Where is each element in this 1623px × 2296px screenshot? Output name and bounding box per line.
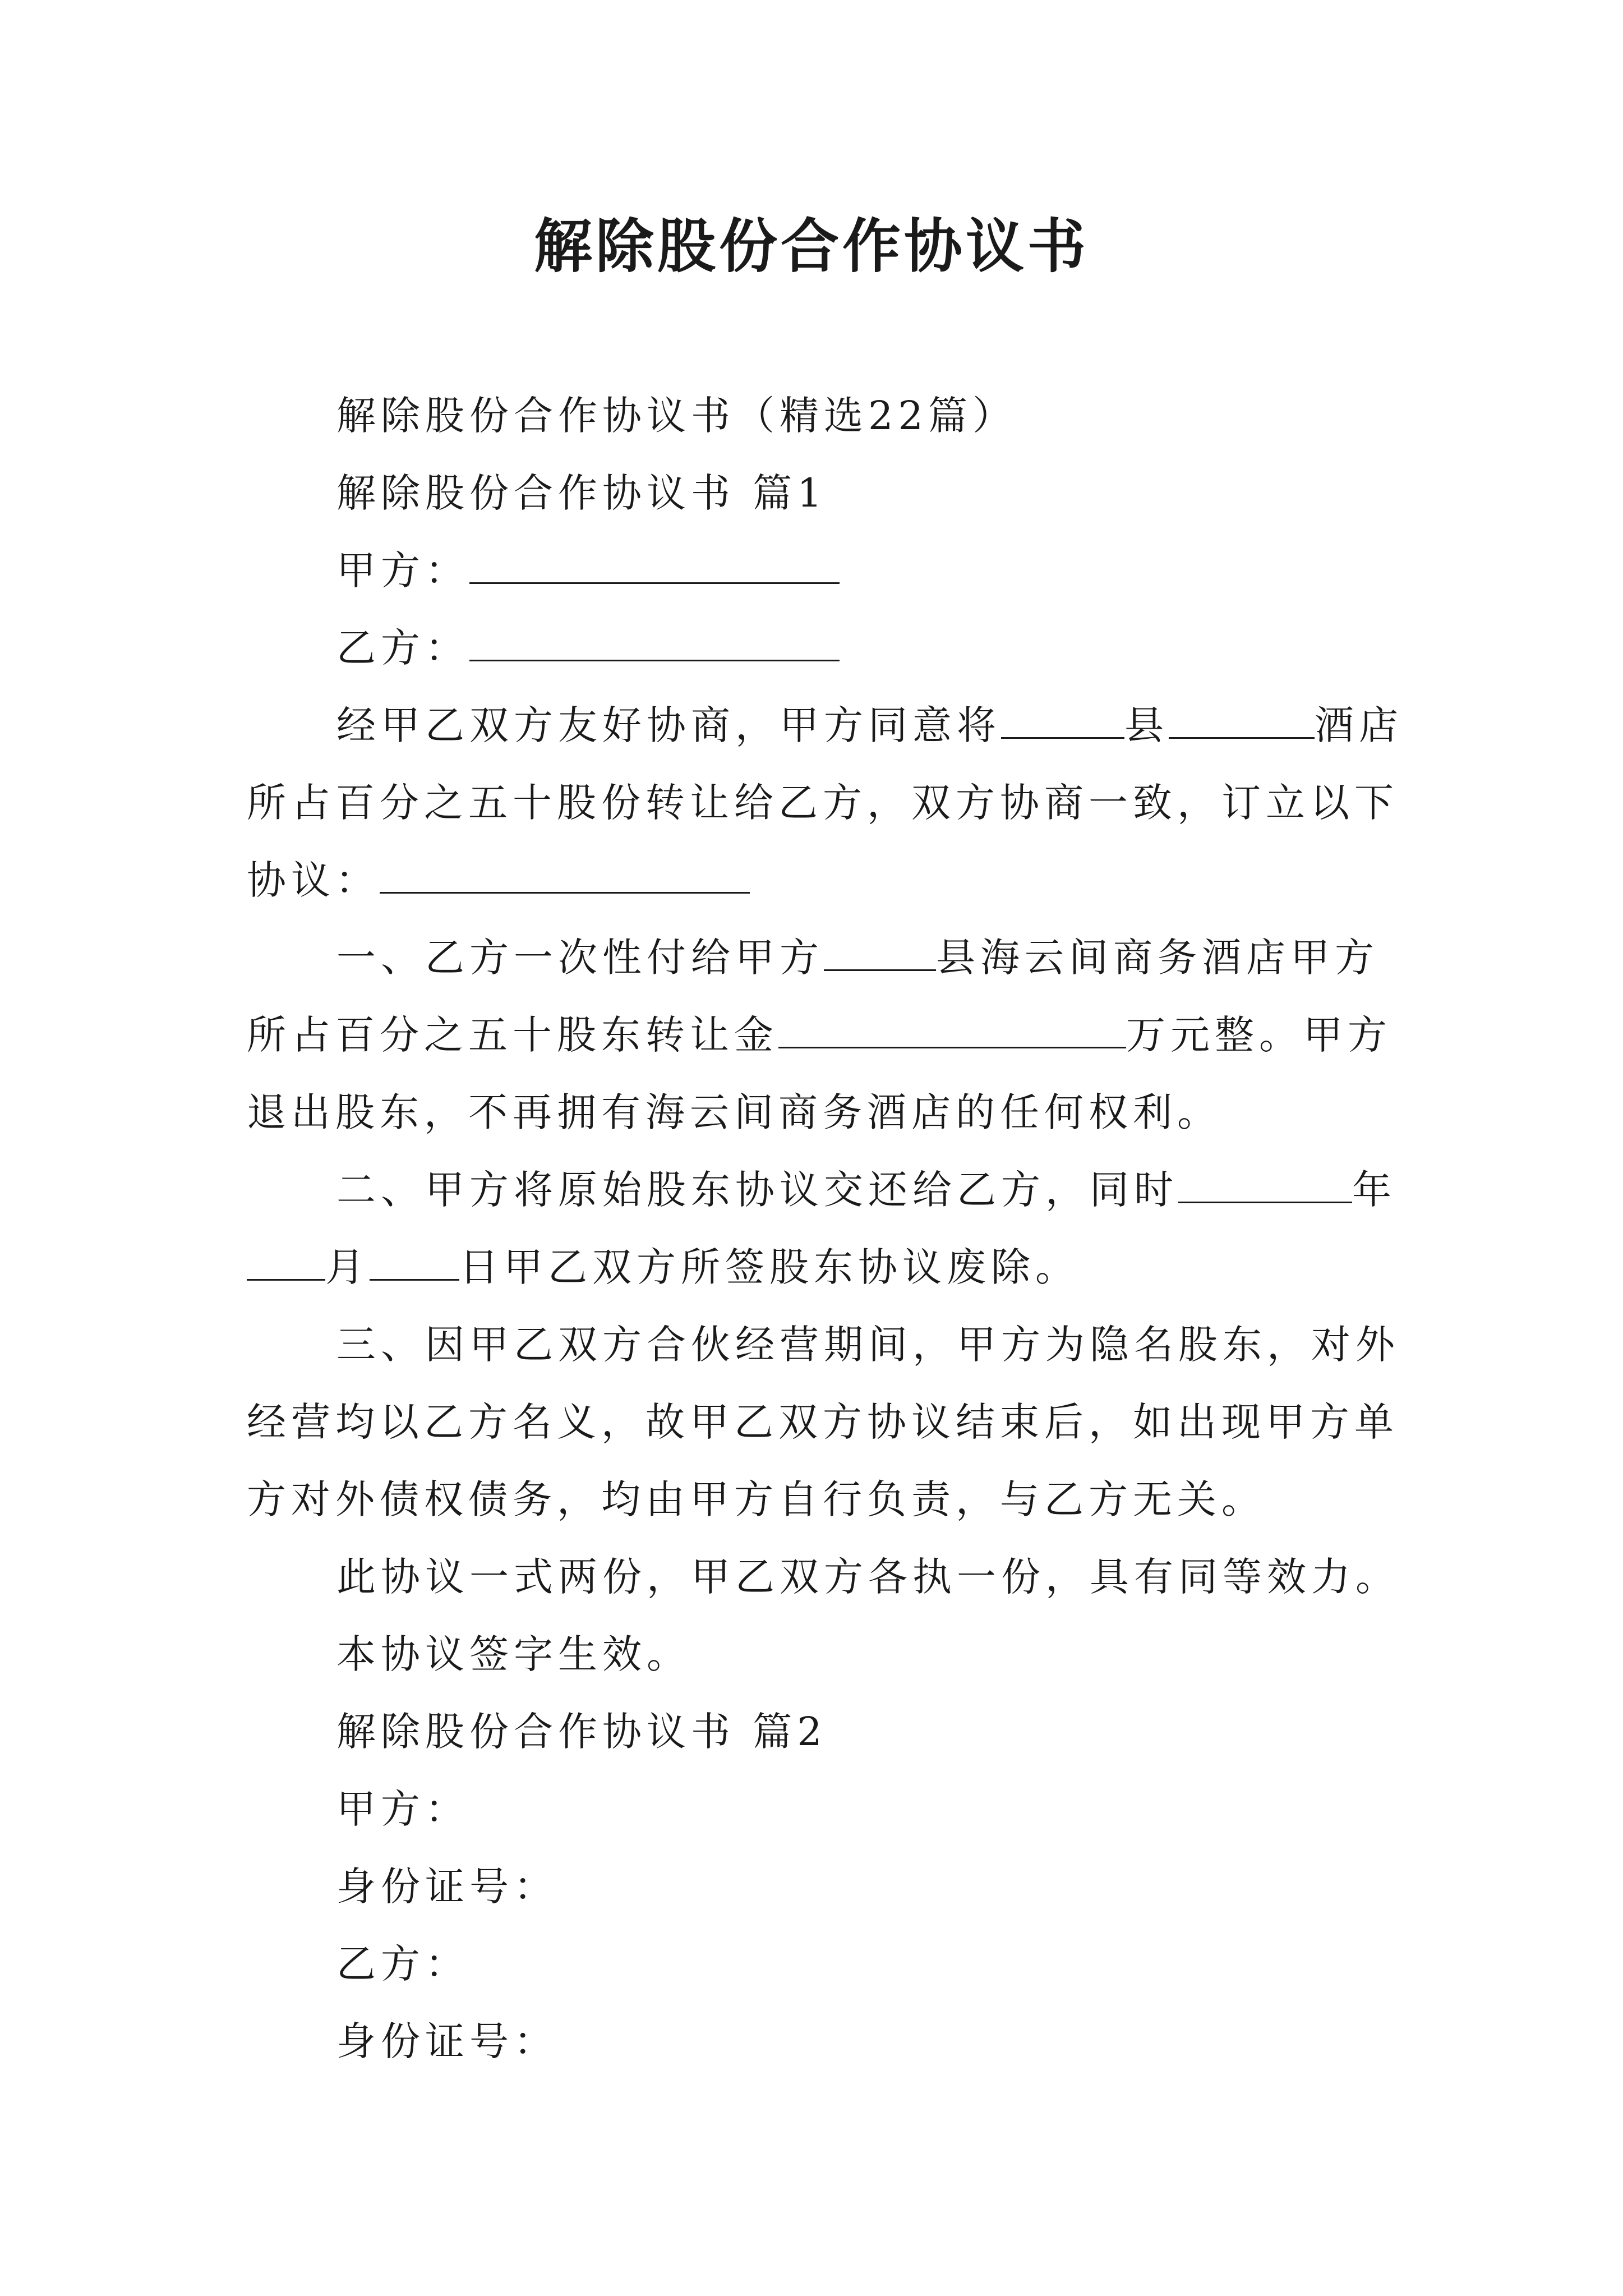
- line-text: 年: [1352, 1167, 1396, 1213]
- paragraph-line: [247, 532, 1402, 609]
- line-text: 解除股份合作协议书 篇1: [336, 470, 827, 516]
- line-text: 三、因甲乙双方合伙经营期间，甲方为隐名股东，对外: [336, 1322, 1400, 1368]
- line-text: 方对外债权债务，均由甲方自行负责，与乙方无关。: [247, 1476, 1266, 1522]
- paragraph-line: [247, 1538, 1402, 1616]
- line-text: 本协议签字生效。: [336, 1631, 691, 1677]
- paragraph-line: [247, 609, 1402, 687]
- paragraph-line: [247, 1848, 1402, 1925]
- line-text: 经甲乙双方友好协商，甲方同意将: [336, 702, 1001, 748]
- paragraph-line: [247, 919, 1402, 996]
- line-text: 万元整。甲方: [1126, 1012, 1392, 1058]
- paragraph-line: [247, 2003, 1402, 2080]
- fill-in-blank: [370, 1243, 459, 1281]
- line-text: 甲方：: [336, 547, 469, 593]
- line-text: 日甲乙双方所签股东协议废除。: [459, 1244, 1080, 1290]
- line-text: 二、甲方将原始股东协议交还给乙方，同时: [336, 1167, 1178, 1213]
- paragraph-line: [247, 1151, 1402, 1228]
- paragraph-line: [247, 1306, 1402, 1383]
- paragraph-line: [247, 1925, 1402, 2003]
- paragraph-line: [247, 687, 1402, 764]
- line-text: 甲方：: [336, 1786, 469, 1832]
- document-title: 解除股份合作协议书: [533, 211, 1089, 280]
- fill-in-blank: [380, 856, 750, 894]
- paragraph-line: [247, 1383, 1402, 1461]
- fill-in-blank: [824, 933, 936, 971]
- paragraph-line: [247, 1770, 1402, 1848]
- paragraph-line: [247, 454, 1402, 532]
- line-text: 经营均以乙方名义，故甲乙双方协议结束后，如出现甲方单: [247, 1399, 1399, 1445]
- document-body: [247, 377, 1402, 2080]
- fill-in-blank: [469, 624, 840, 661]
- line-text: 协议：: [247, 857, 380, 903]
- line-text: 此协议一式两份，甲乙双方各执一份，具有同等效力。: [336, 1554, 1400, 1600]
- paragraph-line: [247, 841, 1402, 919]
- line-text: 乙方：: [336, 625, 469, 671]
- line-text: 身份证号：: [336, 1864, 558, 1910]
- paragraph-line: [247, 1074, 1402, 1151]
- paragraph-line: [247, 377, 1402, 454]
- line-text: 县: [1124, 702, 1169, 748]
- line-text: 退出股东，不再拥有海云间商务酒店的任何权利。: [247, 1089, 1221, 1135]
- paragraph-line: [247, 1616, 1402, 1693]
- fill-in-blank: [1001, 701, 1124, 739]
- line-text: 解除股份合作协议书（精选22篇）: [336, 393, 1017, 439]
- line-text: 解除股份合作协议书 篇2: [336, 1709, 827, 1755]
- paragraph-line: [247, 996, 1402, 1074]
- line-text: 身份证号：: [336, 2018, 558, 2064]
- fill-in-blank: [1178, 1166, 1352, 1203]
- line-text: 酒店: [1315, 702, 1403, 748]
- line-text: 乙方：: [336, 1941, 469, 1987]
- paragraph-line: [247, 1693, 1402, 1770]
- fill-in-blank: [247, 1243, 325, 1281]
- paragraph-line: [247, 1228, 1402, 1306]
- paragraph-line: [247, 1461, 1402, 1538]
- line-text: 所占百分之五十股东转让金: [247, 1012, 778, 1058]
- line-text: 县海云间商务酒店甲方: [936, 935, 1379, 981]
- fill-in-blank: [1169, 701, 1315, 739]
- line-text: 月: [325, 1244, 370, 1290]
- line-text: 一、乙方一次性付给甲方: [336, 935, 824, 981]
- fill-in-blank: [469, 546, 840, 584]
- paragraph-line: [247, 764, 1402, 841]
- fill-in-blank: [778, 1011, 1126, 1048]
- line-text: 所占百分之五十股份转让给乙方，双方协商一致，订立以下: [247, 780, 1399, 826]
